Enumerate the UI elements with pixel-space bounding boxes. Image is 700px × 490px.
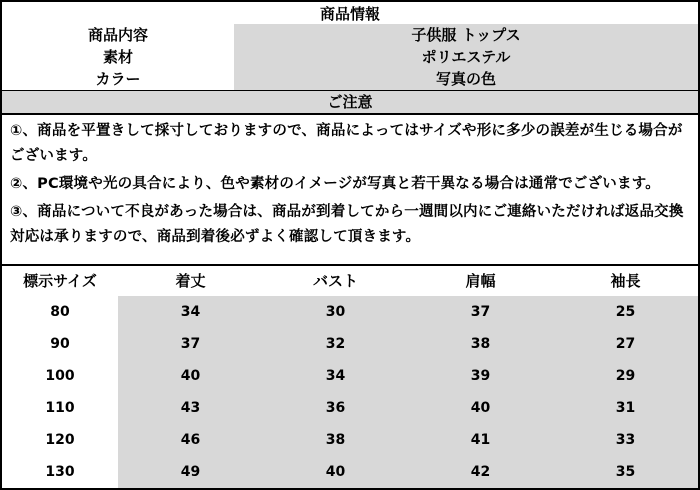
size-value: 29: [553, 360, 698, 392]
size-value: 25: [553, 296, 698, 328]
notice-title: ご注意: [2, 90, 698, 115]
table-row: [2, 392, 698, 424]
product-info-section: [2, 2, 698, 90]
product-info-value: 子供服 トップス: [234, 24, 698, 46]
table-row: [2, 424, 698, 456]
size-value: 34: [263, 360, 408, 392]
size-chart-header-cell: バスト: [263, 266, 408, 296]
table-row: [2, 24, 698, 46]
size-value: 37: [118, 328, 263, 360]
size-value: 40: [118, 360, 263, 392]
product-info-label: カラー: [2, 68, 234, 90]
size-chart-table: [2, 266, 698, 488]
size-value: 40: [263, 456, 408, 488]
size-value: 30: [263, 296, 408, 328]
size-value: 34: [118, 296, 263, 328]
table-row: [2, 46, 698, 68]
size-chart-header-row: [2, 266, 698, 296]
size-value: 38: [408, 328, 553, 360]
size-label: 130: [2, 456, 118, 488]
size-label: 90: [2, 328, 118, 360]
product-info-table: [2, 24, 698, 90]
size-value: 35: [553, 456, 698, 488]
size-chart-header-cell: 肩幅: [408, 266, 553, 296]
size-chart-section: [2, 264, 698, 488]
product-info-label: 素材: [2, 46, 234, 68]
table-row: [2, 328, 698, 360]
table-row: [2, 68, 698, 90]
size-value: 36: [263, 392, 408, 424]
product-info-value: 写真の色: [234, 68, 698, 90]
notice-item: ②、PC環境や光の具合により、色や素材のイメージが写真と若干異なる場合は通常でございます。: [10, 176, 660, 192]
size-value: 42: [408, 456, 553, 488]
notice-section: [2, 90, 698, 255]
size-label: 100: [2, 360, 118, 392]
notice-item: ③、商品について不良があった場合は、商品が到着してから一週間以内にご連絡いただければ返品交換対応は承りますので、商品到着後必ずよく確認して頂きます。: [10, 204, 684, 245]
table-row: [2, 360, 698, 392]
size-label: 120: [2, 424, 118, 456]
size-value: 31: [553, 392, 698, 424]
size-value: 39: [408, 360, 553, 392]
size-label: 110: [2, 392, 118, 424]
size-value: 46: [118, 424, 263, 456]
product-info-title: 商品情報: [319, 5, 380, 23]
size-value: 43: [118, 392, 263, 424]
size-value: 38: [263, 424, 408, 456]
size-label: 80: [2, 296, 118, 328]
size-value: 37: [408, 296, 553, 328]
product-info-label: 商品内容: [2, 24, 234, 46]
notice-item: ①、商品を平置きして採寸しておりますので、商品によってはサイズや形に多少の誤差が生じる場合がございます。: [10, 123, 683, 164]
size-value: 32: [263, 328, 408, 360]
size-value: 40: [408, 392, 553, 424]
size-value: 49: [118, 456, 263, 488]
size-value: 27: [553, 328, 698, 360]
table-row: [2, 296, 698, 328]
notice-list: [2, 115, 698, 255]
size-chart-header-cell: 着丈: [118, 266, 263, 296]
size-chart-header-cell: 標示サイズ: [2, 266, 118, 296]
product-info-value: ポリエステル: [234, 46, 698, 68]
size-chart-header-cell: 袖長: [553, 266, 698, 296]
size-value: 41: [408, 424, 553, 456]
size-value: 33: [553, 424, 698, 456]
table-row: [2, 456, 698, 488]
